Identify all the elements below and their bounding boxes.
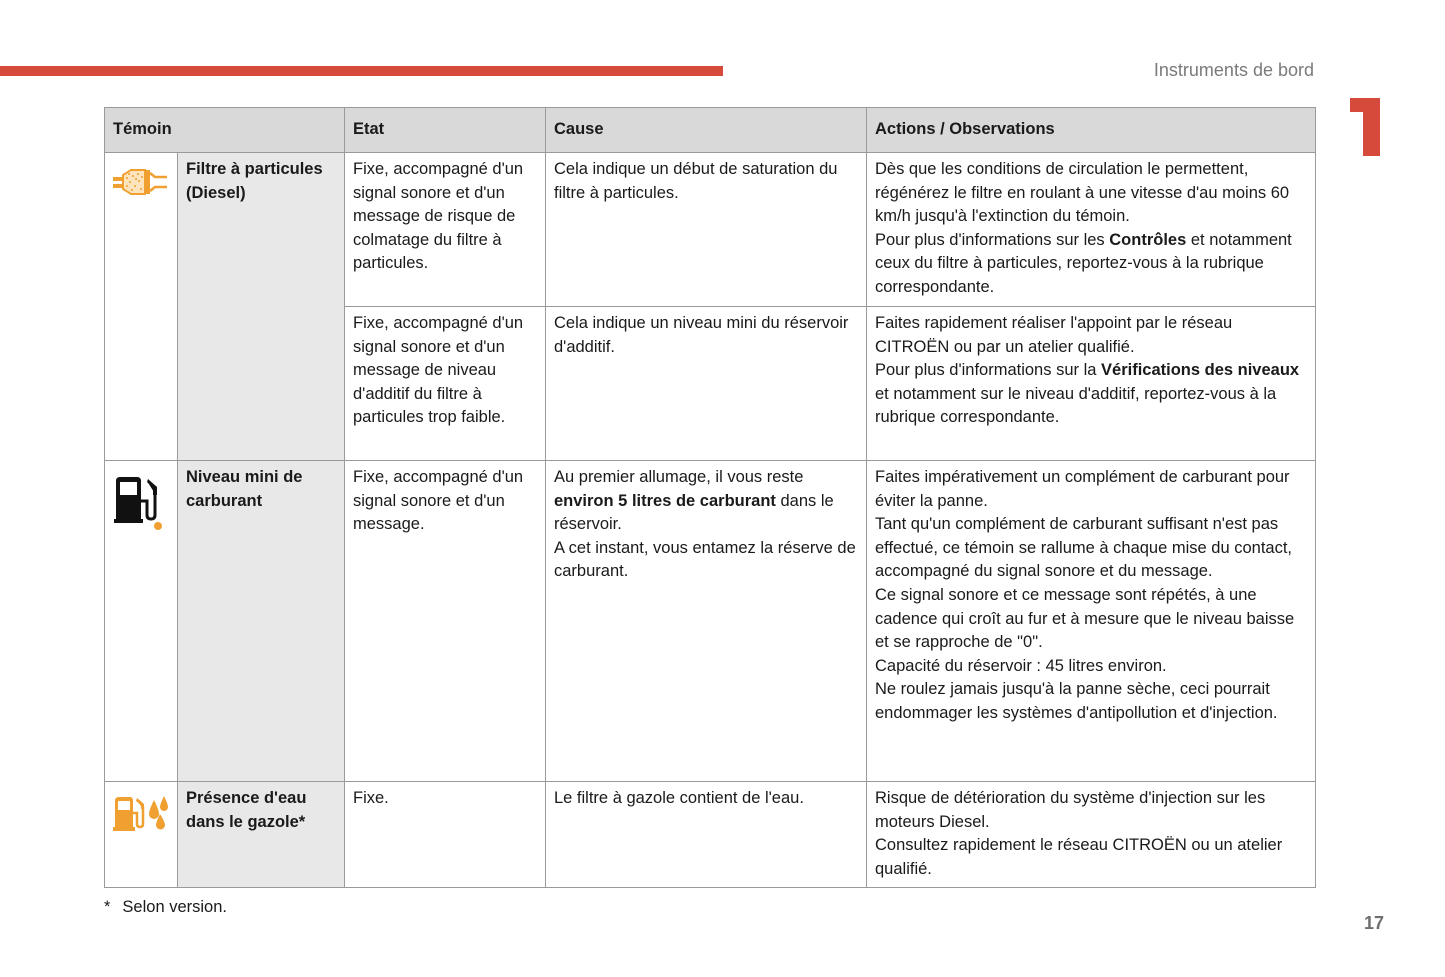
- icon-cell: [105, 153, 178, 461]
- bold-link-text: Contrôles: [1109, 230, 1187, 249]
- section-title: Instruments de bord: [1153, 60, 1314, 80]
- cause-cell: Cela indique un niveau mini du réservoir d'additif.: [546, 307, 867, 461]
- footnote-marker: *: [104, 898, 111, 916]
- cause-cell: Au premier allumage, il vous reste environ 5 litres de carburant dans le réservoir. A cet instant, vous entamez la réserve de carburant.: [546, 461, 867, 782]
- bold-link-text: Vérifications des niveaux: [1101, 361, 1300, 380]
- state-cell: Fixe.: [345, 782, 546, 888]
- table-row: [105, 153, 1316, 307]
- footnote: [104, 898, 227, 917]
- state-cell: Fixe, accompagné d'un signal sonore et d'un message de risque de colmatage du filtre à particules.: [345, 153, 546, 307]
- icon-cell: [105, 461, 178, 782]
- footnote-text: Selon version.: [122, 898, 227, 916]
- icon-cell: [105, 782, 178, 888]
- actions-cell: Faites rapidement réaliser l'appoint par le réseau CITROËN ou par un atelier qualifié. Pour plus d'informations sur la Vérifications des niveaux et notamment sur le niveau d'additif, reportez-vous à la rubrique correspondante.: [867, 307, 1316, 461]
- column-header-actions: Actions / Observations: [867, 108, 1316, 153]
- cause-cell: Cela indique un début de saturation du filtre à particules.: [546, 153, 867, 307]
- fuel-pump-icon: [113, 475, 169, 531]
- warning-lights-table: [104, 107, 1316, 888]
- warning-name: Niveau mini de carburant: [178, 461, 345, 782]
- table-row: [105, 782, 1316, 888]
- column-header-temoin: Témoin: [105, 108, 345, 153]
- actions-cell: Risque de détérioration du système d'injection sur les moteurs Diesel. Consultez rapidement le réseau CITROËN ou un atelier qualifié.: [867, 782, 1316, 888]
- cause-cell: Le filtre à gazole contient de l'eau.: [546, 782, 867, 888]
- actions-cell: Faites impérativement un complément de carburant pour éviter la panne. Tant qu'un complément de carburant suffisant n'est pas effectué, ce témoin se rallume à chaque mise du contact, accompagné du signal sonore et du message. Ce signal sonore et ce message sont répétés, à une cadence qui croît au fur et à mesure que le niveau baisse et se rapproche de "0". Capacité du réservoir : 45 litres environ. Ne roulez jamais jusqu'à la panne sèche, ceci pourrait endommager les systèmes d'antipollution et d'injection.: [867, 461, 1316, 782]
- actions-cell: Dès que les conditions de circulation le permettent, régénérez le filtre en roulant à une vitesse d'au moins 60 km/h jusqu'à l'extinction du témoin. Pour plus d'informations sur les Contrôles et notamment ceux du filtre à particules, reportez-vous à la rubrique correspondante.: [867, 153, 1316, 307]
- warning-name: Présence d'eau dans le gazole*: [178, 782, 345, 888]
- page-number: 17: [1364, 913, 1385, 933]
- header-accent-bar: [0, 66, 723, 76]
- chapter-number-badge: [1350, 98, 1380, 158]
- column-header-cause: Cause: [546, 108, 867, 153]
- water-in-diesel-icon: [113, 796, 169, 832]
- table-row: [105, 461, 1316, 782]
- state-cell: Fixe, accompagné d'un signal sonore et d'un message.: [345, 461, 546, 782]
- table-header-row: [105, 108, 1316, 153]
- column-header-etat: Etat: [345, 108, 546, 153]
- state-cell: Fixe, accompagné d'un signal sonore et d'un message de niveau d'additif du filtre à particules trop faible.: [345, 307, 546, 461]
- warning-name: Filtre à particules (Diesel): [178, 153, 345, 461]
- particle-filter-icon: [113, 167, 169, 197]
